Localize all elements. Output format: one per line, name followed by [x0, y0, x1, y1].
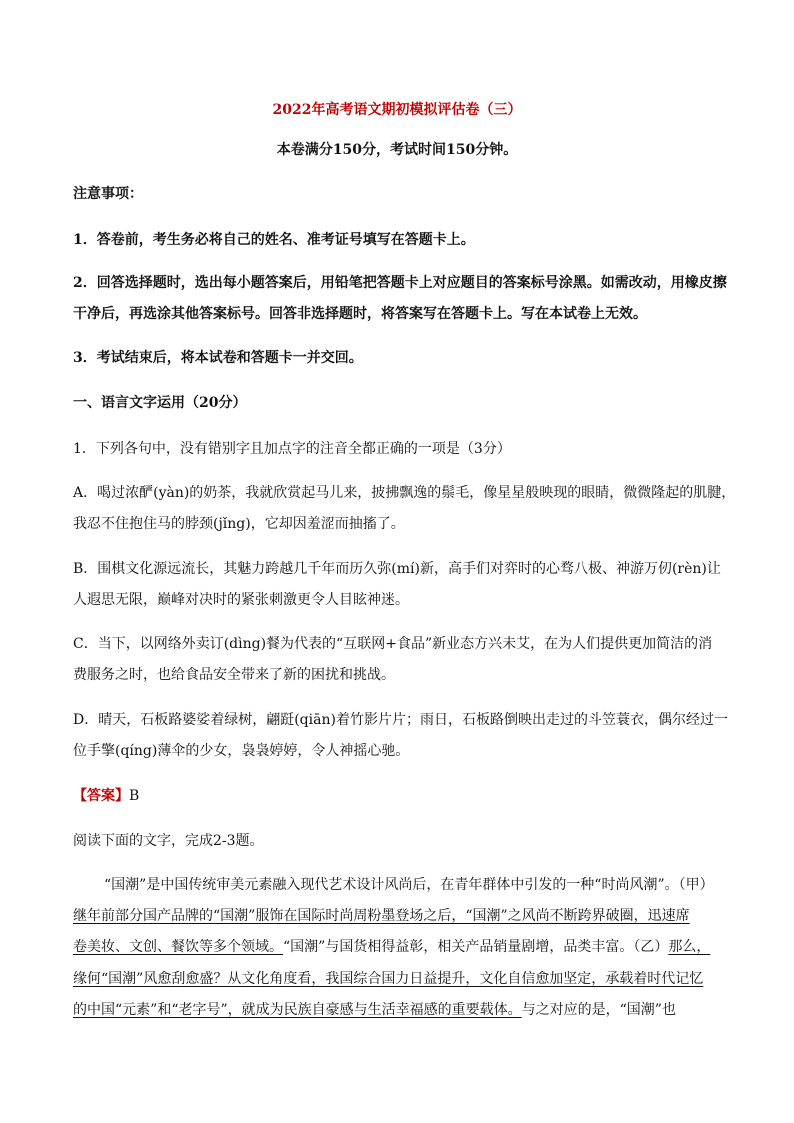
answer [73, 785, 723, 805]
reading-intro: 阅读下面的文字，完成2-3题。 [73, 833, 264, 849]
option-c-line-2: 费服务之时，也给食品安全带来了新的困扰和挑战。 [73, 667, 395, 683]
passage-line-2 [73, 905, 723, 925]
passage-underlined-text: 继年前部分国产品牌的“国潮”服饰在国际时尚周粉墨登场之后，“国潮”之风尚不断跨界破圈，迅速席 [73, 908, 690, 924]
passage-line-4 [73, 968, 723, 988]
passage-line-3 [73, 936, 723, 956]
option-a-line-1: A．喝过浓酽(yàn)的奶茶，我就欣赏起马儿来，披拂飘逸的鬃毛，像星星般映现的眼睛，微微隆起的肌腱， [73, 485, 736, 501]
note-2-line-2: 干净后，再选涂其他答案标号。回答非选择题时，将答案写在答题卡上。写在本试卷上无效。 [73, 306, 647, 322]
option-c-line-1: C．当下，以网络外卖订(dìng)餐为代表的“互联网+食品”新业态方兴未艾，在为人们提供更加简洁的消 [73, 636, 713, 652]
option-b-line-2: 人遐思无限，巅峰对决时的紧张刺激更令人目眩神迷。 [73, 592, 409, 608]
note-3: 3．考试结束后，将本试卷和答题卡一并交回。 [73, 350, 363, 366]
option-d-line-2: 位手擎(qíng)薄伞的少女，袅袅婷婷，令人神摇心驰。 [73, 743, 410, 759]
passage-underlined-text: 那么， [668, 939, 711, 955]
notes-heading: 注意事项： [73, 186, 143, 202]
passage-underlined-text: 的中国“元素”和“老字号”，就成为民族自豪感与生活幸福感的重要载体。 [73, 1002, 522, 1018]
question-1-stem: 1．下列各句中，没有错别字且加点字的注音全都正确的一项是（3分） [73, 441, 511, 457]
answer-value: B [129, 788, 140, 804]
option-a-line-2: 我忍不住抱住马的脖颈(jǐng)，它却因羞涩而抽搐了。 [73, 516, 405, 532]
answer-label: 【答案】 [73, 788, 129, 804]
section-heading: 一、语言文字运用（20分） [73, 395, 247, 411]
passage-text: “国潮”与国货相得益彰，相关产品销量剧增，品类丰富。（乙） [283, 939, 669, 955]
passage-text: 与之对应的是，“国潮”也 [521, 1002, 676, 1018]
passage-underlined-text: 卷美妆、文创、餐饮等多个领域。 [73, 939, 283, 955]
passage-underlined-text: 缘何“国潮”风愈刮愈盛？从文化角度看，我国综合国力日益提升，文化自信愈加坚定，承载着时代记忆 [73, 971, 704, 987]
passage-line-1: “国潮”是中国传统审美元素融入现代艺术设计风尚后，在青年群体中引发的一种“时尚风潮”。（甲） [104, 877, 714, 893]
option-d-line-1: D．晴天，石板路婆娑着绿树，翩跹(qiān)着竹影片片；雨日，石板路倒映出走过的斗笠蓑衣，偶尔经过一 [73, 712, 728, 728]
note-1: 1．答卷前，考生务必将自己的姓名、准考证号填写在答题卡上。 [73, 232, 475, 248]
option-b-line-1: B．围棋文化源远流长，其魅力跨越几千年而历久弥(mí)新，高手们对弈时的心骛八极、神游万仞(rèn)让 [73, 561, 721, 577]
note-2-line-1: 2．回答选择题时，选出每小题答案后，用铅笔把答题卡上对应题目的答案标号涂黑。如需改动，用橡皮擦 [73, 275, 727, 291]
passage-line-5 [73, 999, 723, 1019]
page-title: 2022年高考语文期初模拟评估卷（三） [272, 102, 522, 118]
page-subtitle: 本卷满分150分，考试时间150分钟。 [276, 142, 518, 158]
